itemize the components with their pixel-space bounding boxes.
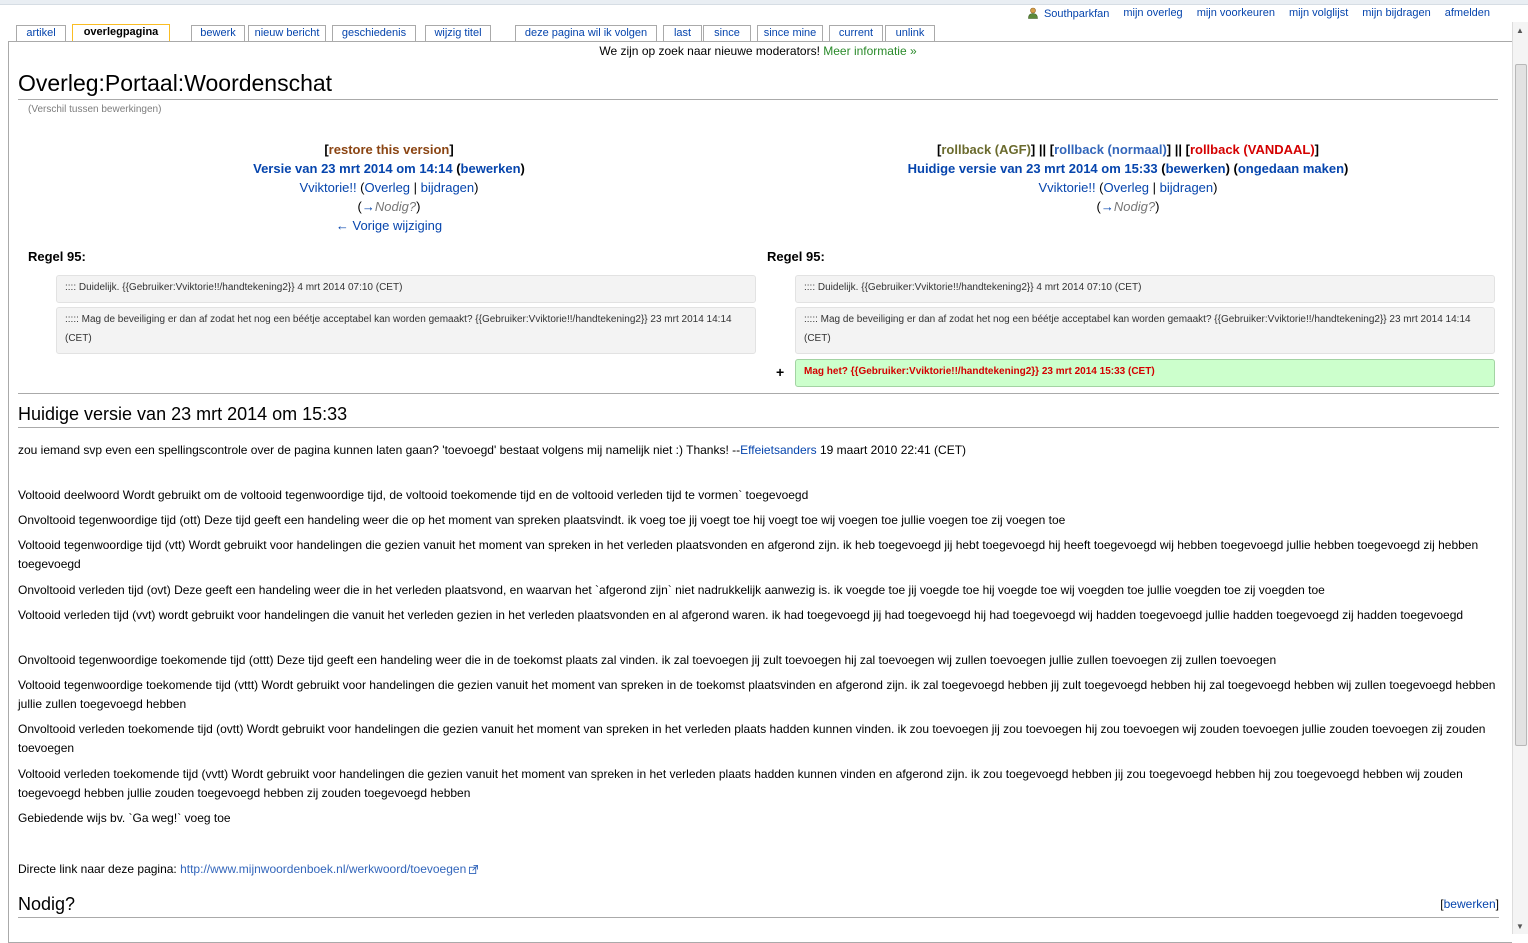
- left-line-number: Regel 95:: [28, 249, 86, 264]
- tab-edit[interactable]: bewerk: [191, 25, 245, 41]
- tab-current[interactable]: current: [829, 25, 883, 41]
- left-edit-link[interactable]: bewerken: [460, 161, 521, 176]
- paragraph-4: Onvoltooid verleden tijd (ovt) Deze geeft een handeling weer die in het verleden plaatsvond, en waarvan het `afgerond zijn` niet nadrukkelijk aanwezig is. ik voegde toe jij voegde toe hij voegde toe wij voegden toe jullie voegden toe zij voegden toe: [18, 583, 1325, 597]
- paragraph-2: Onvoltooid tegenwoordige tijd (ott) Deze tijd geeft een handeling weer die op het moment van spreken plaatsvindt. ik voeg toe jij voegt toe hij voegt toe wij voegen toe jullie voegen toe zij voegen toe: [18, 513, 1066, 527]
- tab-unlink[interactable]: unlink: [885, 25, 935, 41]
- diff-context-left-2: ::::: Mag de beveiliging er dan af zodat het nog een béétje acceptabel kan worden gemaakt? {{Gebruiker:Vviktorie!!/handtekening2}} 23 mrt 2014 14:14 (CET): [56, 307, 756, 354]
- left-prev-line: [20, 216, 758, 235]
- right-user-line: Vviktorie!! (Overleg | bijdragen): [1038, 180, 1218, 195]
- intro-user-link[interactable]: Effeietsanders: [740, 443, 817, 457]
- diff-separator: [18, 393, 1499, 394]
- right-summary-arrow[interactable]: →: [1100, 199, 1114, 214]
- paragraph-7: Voltooid tegenwoordige toekomende tijd (vttt) Wordt gebruikt voor handelingen die gezien vanuit het moment van spreken in de toekomst plaatsvinden en afgerond zijn. ik zal toegevoegd hebben jij zult toegevoegd hebben hij zal toegevoegd hebben wij zullen toegevoegd hebben jullie zullen toegevoegd hebben: [18, 678, 1496, 711]
- paragraph-5: Voltooid verleden tijd (vvt) wordt gebruikt voor handelingen die vanuit het verleden gezien in het verleden plaatsvonden en al afgerond waren. ik had toegevoegd jij had toegevoegd hij had toegevoegd wij hadden toegevoegd jullie hadden toegevoegd zij hadden toegevoegd: [18, 608, 1464, 622]
- left-summary-line: (→Nodig?): [357, 199, 421, 214]
- my-talk-link[interactable]: mijn overleg: [1123, 7, 1183, 19]
- restore-version-link[interactable]: restore this version: [328, 142, 450, 157]
- rollback-vandal-link[interactable]: rollback (VANDAAL): [1189, 142, 1315, 157]
- scroll-thumb[interactable]: [1515, 64, 1527, 746]
- direct-link-url[interactable]: http://www.mijnwoordenboek.nl/werkwoord/toevoegen: [180, 862, 467, 876]
- my-preferences-link[interactable]: mijn voorkeuren: [1196, 7, 1275, 19]
- right-summary: Nodig?: [1113, 199, 1156, 214]
- right-line-number: Regel 95:: [767, 249, 825, 264]
- section-edit-link-wrap: [bewerken]: [1440, 897, 1499, 911]
- paragraph-3: Voltooid tegenwoordige tijd (vtt) Wordt gebruikt voor handelingen die gezien vanuit het moment van spreken in het verleden plaatsvonden en afgerond zijn. ik heb toegevoegd jij hebt toegevoegd hij heeft toegevoegd wij hebben toegevoegd jullie hebben toegevoegd zij hebben toegevoegd: [18, 538, 1479, 571]
- window-top-border: [0, 0, 1528, 5]
- page-subtitle: (Verschil tussen bewerkingen): [28, 104, 162, 115]
- paragraph-6: Onvoltooid tegenwoordige toekomende tijd (ottt) Deze tijd geeft een handeling weer die in de toekomst plaats zal vinden. ik zal toevoegen jij zult toevoegen hij zal toevoegen wij zullen toevoegen jullie zullen toevoegen zij zullen toevoegen: [18, 653, 1277, 667]
- tab-watch[interactable]: deze pagina wil ik volgen: [515, 25, 657, 41]
- left-talk-link[interactable]: Overleg: [364, 180, 411, 195]
- username: Southparkfan: [1043, 8, 1110, 20]
- vertical-scrollbar[interactable]: [1512, 22, 1528, 934]
- paragraph-1: Voltooid deelwoord Wordt gebruikt om de voltooid tegenwoordige tijd, de voltooid toekomende tijd en de voltooid verleden tijd te vormen` toegevoegd: [18, 488, 809, 502]
- right-edit-link[interactable]: bewerken: [1165, 161, 1226, 176]
- rollback-line: [rollback (AGF)] || [rollback (normaal)] || [rollback (VANDAAL)]: [937, 142, 1319, 157]
- tab-since[interactable]: since: [703, 25, 751, 41]
- tab-move[interactable]: wijzig titel: [425, 25, 491, 41]
- my-contributions-link[interactable]: mijn bijdragen: [1362, 7, 1431, 19]
- right-summary-line: (→Nodig?): [1096, 199, 1160, 214]
- diff-plus-marker: +: [776, 364, 785, 380]
- paragraph-8: Onvoltooid verleden toekomende tijd (ovtt) Wordt gebruikt voor handelingen die gezien vanuit het moment van spreken in het verleden plaats hadden kunnen vinden. ik zou toevoegen jij zou toevoegen hij zou toevoegen wij zouden toevoegen jullie zouden toevoegen zij zouden toevoegen: [18, 722, 1486, 755]
- restore-line: [restore this version]: [324, 142, 454, 157]
- user-page-link[interactable]: [1027, 7, 1109, 20]
- scroll-up-icon[interactable]: ▲: [1516, 26, 1524, 35]
- top-bar: [0, 0, 1528, 22]
- diff-right-header: [758, 140, 1498, 216]
- left-user-line: Vviktorie!! (Overleg | bijdragen): [299, 180, 479, 195]
- my-watchlist-link[interactable]: mijn volglijst: [1288, 7, 1349, 19]
- tab-history[interactable]: geschiedenis: [332, 25, 416, 41]
- paragraph-9: Voltooid verleden toekomende tijd (vvtt) Wordt gebruikt voor handelingen die gezien vanuit het moment van spreken in het verleden plaats hadden kunnen vinden en afgerond zijn. ik zou toegevoegd hebben jij zou toegevoegd hebben hij zou toegevoegd hebben wij zouden toegevoegd hebben jullie zouden toegevoegd hebben zij zouden toegevoegd hebben: [18, 767, 1463, 800]
- rollback-agf-link[interactable]: rollback (AGF): [941, 142, 1031, 157]
- right-user-link[interactable]: Vviktorie!!: [1038, 180, 1096, 195]
- left-version-link[interactable]: Versie van 23 mrt 2014 om 14:14: [253, 161, 453, 176]
- diff-left-header: [20, 140, 758, 235]
- tab-article[interactable]: artikel: [16, 25, 66, 41]
- left-version-line: Versie van 23 mrt 2014 om 14:14 (bewerken): [253, 161, 525, 176]
- right-version-link[interactable]: Huidige versie van 23 mrt 2014 om 15:33: [907, 161, 1158, 176]
- direct-link-label: Directe link naar deze pagina:: [18, 862, 181, 876]
- current-version-heading: Huidige versie van 23 mrt 2014 om 15:33: [18, 404, 1499, 428]
- diff-context-right-1: :::: Duidelijk. {{Gebruiker:Vviktorie!!/handtekening2}} 4 mrt 2014 07:10 (CET): [795, 275, 1495, 303]
- paragraph-10: Gebiedende wijs bv. `Ga weg!` voeg toe: [18, 811, 231, 825]
- diff-context-right-2: ::::: Mag de beveiliging er dan af zodat het nog een béétje acceptabel kan worden gemaakt? {{Gebruiker:Vviktorie!!/handtekening2}} 23 mrt 2014 14:14 (CET): [795, 307, 1495, 354]
- section-nodig-heading: Nodig?: [18, 894, 1499, 918]
- intro-paragraph: [18, 441, 1502, 460]
- previous-edit-link[interactable]: ← Vorige wijziging: [335, 218, 443, 233]
- rollback-normal-link[interactable]: rollback (normaal): [1054, 142, 1167, 157]
- personal-tools: [1013, 7, 1490, 20]
- site-notice: [0, 44, 1516, 58]
- external-link-icon: [469, 865, 478, 874]
- user-icon: [1027, 7, 1039, 19]
- scroll-down-icon[interactable]: ▼: [1516, 922, 1524, 931]
- intro-text: zou iemand svp even een spellingscontrole over de pagina kunnen laten gaan? 'toevoegd' bestaat volgens mij namelijk niet :) Thanks! --: [18, 443, 741, 457]
- diff-added-line: Mag het? {{Gebruiker:Vviktorie!!/handtekening2}} 23 mrt 2014 15:33 (CET): [795, 359, 1495, 387]
- tab-new-section[interactable]: nieuw bericht: [248, 25, 326, 41]
- tab-since-mine[interactable]: since mine: [757, 25, 823, 41]
- left-contribs-link[interactable]: bijdragen: [420, 180, 475, 195]
- right-talk-link[interactable]: Overleg: [1103, 180, 1150, 195]
- site-notice-link[interactable]: Meer informatie »: [823, 44, 917, 58]
- undo-link[interactable]: ongedaan maken: [1237, 161, 1345, 176]
- tab-last[interactable]: last: [663, 25, 702, 41]
- left-summary: Nodig?: [374, 199, 417, 214]
- right-contribs-link[interactable]: bijdragen: [1159, 180, 1214, 195]
- logout-link[interactable]: afmelden: [1444, 7, 1490, 19]
- intro-date: 19 maart 2010 22:41 (CET): [816, 443, 967, 457]
- left-user-link[interactable]: Vviktorie!!: [299, 180, 357, 195]
- left-summary-arrow[interactable]: →: [361, 199, 375, 214]
- section-edit-link[interactable]: bewerken: [1443, 897, 1496, 911]
- right-version-line: Huidige versie van 23 mrt 2014 om 15:33 (bewerken) (ongedaan maken): [907, 161, 1349, 176]
- direct-link-paragraph: [18, 860, 1502, 879]
- site-notice-text: We zijn op zoek naar nieuwe moderators!: [599, 44, 820, 58]
- page-title: Overleg:Portaal:Woordenschat: [18, 70, 1498, 100]
- tab-talk[interactable]: overlegpagina: [72, 24, 170, 41]
- diff-context-left-1: :::: Duidelijk. {{Gebruiker:Vviktorie!!/handtekening2}} 4 mrt 2014 07:10 (CET): [56, 275, 756, 303]
